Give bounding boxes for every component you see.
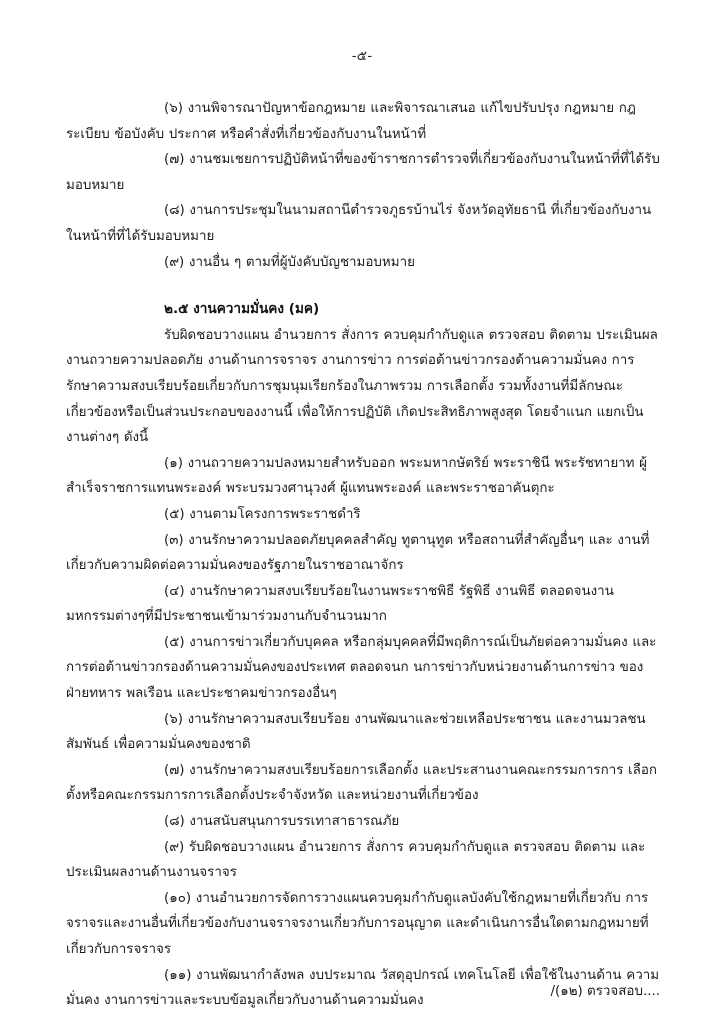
list-item: (๑๑) งานพัฒนากำลังพล งบประมาณ วัสดุอุปกรณ์ เทคโนโลยี เพื่อใช้ในงานด้าน ความมั่นคง งานการข่าวและระบบข้อมูลเกี่ยวกับงานด้านความมั่นคง [66, 967, 660, 1009]
section-heading: ๒.๕ งานความมั่นคง (มค) [164, 301, 320, 318]
section-intro-paragraph: รับผิดชอบวางแผน อำนวยการ สั่งการ ควบคุมกำกับดูแล ตรวจสอบ ติดตาม ประเมินผล งานถวายความปลอดภัย งานด้านการจราจร งานการข่าว การต่อต้านข่าวกรองด้านความมั่นคง การรักษาความสงบเรียบร้อยเกี่ยวกับการชุมนุมเรียกร้องในภาพรวม การเลือกตั้ง รวมทั้งงานที่มีลักษณะ เกี่ยวข้องหรือเป็นส่วนประกอบของงานนี้ เพื่อให้การปฏิบัติ เกิดประสิทธิภาพสูงสุด โดยจำแนก แยกเป็นงานต่างๆ ดังนี้ [66, 327, 663, 446]
list-item: (๖) งานรักษาความสงบเรียบร้อย งานพัฒนาและช่วยเหลือประชาชน และงานมวลชนสัมพันธ์ เพื่อความมั่นคงของชาติ [66, 711, 646, 753]
list-item: (๖) งานพิจารณาปัญหาข้อกฎหมาย และพิจารณาเสนอ แก้ไขปรับปรุง กฎหมาย กฎ ระเบียบ ข้อบังคับ ประกาศ หรือคำสั่งที่เกี่ยวข้องกับงานในหน้าที่ [66, 101, 641, 142]
list-item: (๕) งานตามโครงการพระราชดำริ [164, 506, 361, 522]
list-item: (๙) งานอื่น ๆ ตามที่ผู้บังคับบัญชามอบหมาย [164, 254, 415, 270]
list-item: (๘) งานการประชุมในนามสถานีตำรวจภูธรบ้านไร่ จังหวัดอุทัยธานี ที่เกี่ยวข้องกับงานในหน้าที่ที่ได้รับมอบหมาย [66, 203, 652, 244]
list-item: (๙) รับผิดชอบวางแผน อำนวยการ สั่งการ ควบคุมกำกับดูแล ตรวจสอบ ติดตาม และประเมินผลงานด้านงานจราจร [66, 839, 646, 881]
list-item: (๗) งานชมเชยการปฏิบัติหน้าที่ของข้าราชการตำรวจที่เกี่ยวข้องกับงานในหน้าที่ที่ได้รับมอบหมาย [66, 152, 660, 193]
list-item: (๔) งานรักษาความสงบเรียบร้อยในงานพระราชพิธี รัฐพิธี งานพิธี ตลอดจนงาน มหกรรมต่างๆที่มีประชาชนเข้ามาร่วมงานกับจำนวนมาก [66, 583, 619, 625]
list-item: (๘) งานสนับสนุนการบรรเทาสาธารณภัย [164, 814, 400, 830]
list-item: (๕) งานการข่าวเกี่ยวกับบุคคล หรือกลุ่มบุคคลที่มีพฤติการณ์เป็นภัยต่อความมั่นคง และการต่อต้านข่าวกรองด้านความมั่นคงของประเทศ ตลอดจนก นการข่าวกับหน่วยงานด้านการข่าว ของฝ่ายทหาร พลเรือน และประชาคมข่าวกรองอื่นๆ [66, 634, 657, 702]
list-item: (๑) งานถวายความปลงหมายสำหรับออก พระมหากษัตริย์ พระราชินี พระรัชทายาท ผู้สำเร็จราชการแทนพระองค์ พระบรมวงศานุวงศ์ ผู้แทนพระองค์ และพระราชอาคันตุกะ [66, 455, 648, 497]
list-item: (๑๐) งานอำนวยการจัดการวางแผนควบคุมกำกับดูแลบังคับใช้กฎหมายที่เกี่ยวกับ การจราจรและงานอื่นที่เกี่ยวข้องกับงานจราจรงานเกี่ยวกับการอนุญาต และดำเนินการอื่นใดตามกฎหมายที่ เกี่ยวกับการจราจร [66, 890, 654, 957]
footer-catchword: /(๑๒) ตรวจสอบ.... [550, 984, 660, 999]
list-item: (๗) งานรักษาความสงบเรียบร้อยการเลือกตั้ง และประสานงานคณะกรรมการการ เลือกตั้งหรือคณะกรรมการการเลือกตั้งประจำจังหวัด และหน่วยงานที่เกี่ยวข้อง [66, 762, 657, 804]
list-item: (๓) งานรักษาความปลอดภัยบุคคลสำคัญ ทูตานุทูต หรือสถานที่สำคัญอื่นๆ และ งานที่เกี่ยวกับความผิดต่อความมั่นคงของรัฐภายในราชอาณาจักร [66, 532, 650, 574]
document-body [66, 96, 663, 1014]
page-number: -๕- [351, 48, 373, 64]
section-spacer [66, 275, 660, 297]
